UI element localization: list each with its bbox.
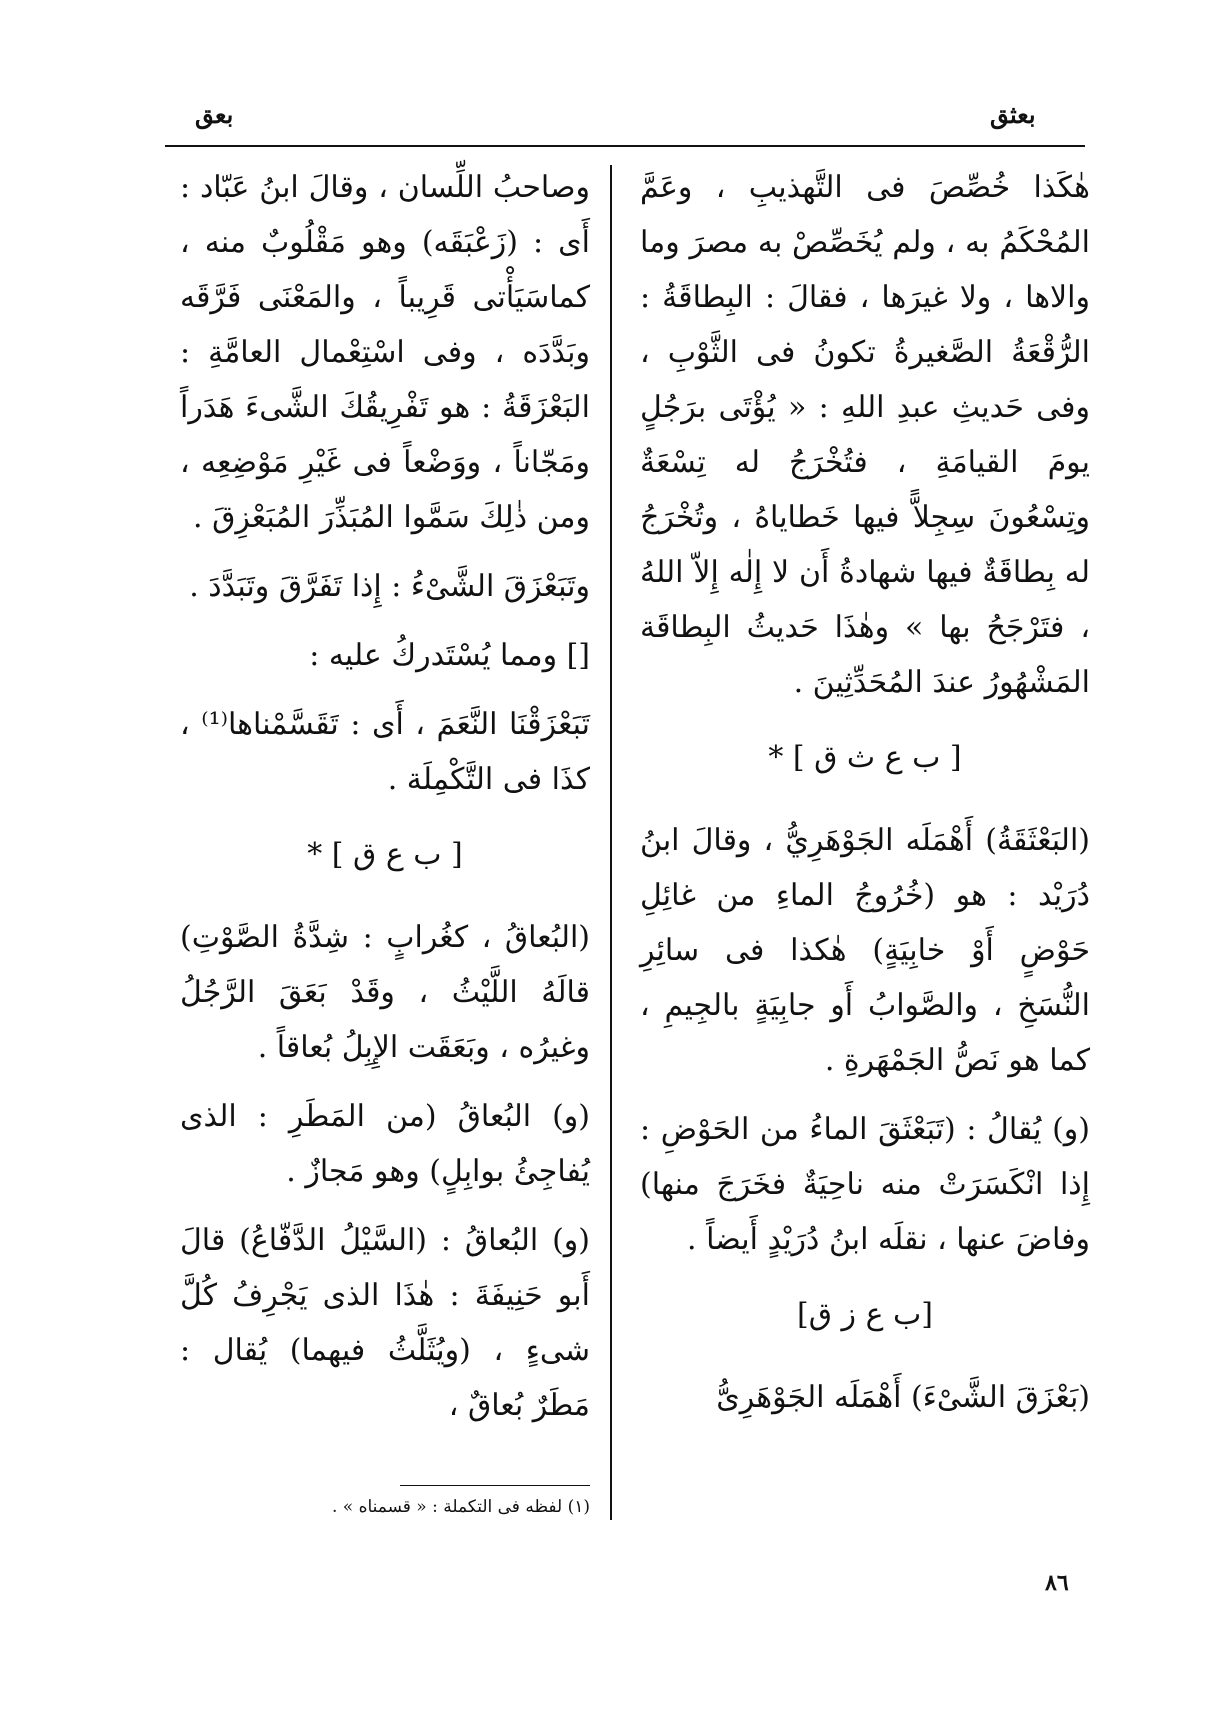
paragraph: (بَعْزَقَ الشَّىْءَ) أَهْمَلَه الجَوْهَرِىُّ (716, 1380, 1090, 1415)
paragraph: هٰكَذا خُصِّصَ فى التَّهذيبِ ، وعَمَّ المُحْكَمُ به ، ولم يُخَصِّصْ به مصرَ وما والاها ، ولا غيرَها ، فقالَ : البِطاقَةُ : الرُّقْعَةُ الصَّغيرةُ تكونُ فى الثَّوْبِ ، وفى حَديثِ عبدِ اللهِ : « يُؤْتَى برَجُلٍ يومَ القيامَةِ ، فتُخْرَجُ له تِسْعَةٌ وتِسْعُونَ سِجِلاًّ فيها خَطاياهُ ، وتُخْرَجُ له بِطاقَةٌ فيها شهادةُ أَن لا إِلٰه إِلاّ اللهُ ، فتَرْجَحُ بها » وهٰذَا حَديثُ البِطاقَة المَشْهُورُ عندَ المُحَدِّثِينَ . (640, 170, 1090, 700)
entry-heading: [ ب ع ق ] * (307, 837, 463, 872)
paragraph: تَبَعْزَقْنَا النَّعَمَ ، أَى : تَقَسَّمْناها⁽¹⁾ ، كذَا فى التَّكْمِلَة . (180, 707, 590, 797)
column-divider (610, 165, 612, 1520)
right-column (640, 160, 1090, 1439)
paragraph: [] ومما يُسْتَدركُ عليه : (309, 638, 590, 673)
paragraph: (و) يُقالُ : (تَبَعْثَقَ الماءُ من الحَوْضِ : إِذا انْكَسَرَتْ منه ناحِيَةٌ فخَرَجَ منها) وفاضَ عنها ، نقلَه ابنُ دُرَيْدٍ أَيضاً . (640, 1112, 1090, 1257)
running-head-right: بعثق (990, 100, 1036, 129)
entry-heading: [ب ع ز ق] (797, 1297, 933, 1332)
left-column (180, 160, 590, 1447)
paragraph: (و) البُعاقُ (من المَطَرِ : الذى يُفاجِئُ بوابِلٍ) وهو مَجازٌ . (180, 1099, 590, 1189)
paragraph: وتَبَعْزَقَ الشَّىْءُ : إِذا تَفَرَّقَ وتَبَدَّدَ . (189, 569, 590, 604)
footnote-rule (400, 1485, 590, 1486)
paragraph: (البُعاقُ ، كغُرابٍ : شِدَّةُ الصَّوْتِ) قالَهُ اللَّيْثُ ، وقَدْ بَعَقَ الرَّجُلُ وغيرُه ، وبَعَقَت الإِبِلُ بُعاقاً . (180, 920, 590, 1065)
paragraph: (و) البُعاقُ : (السَّيْلُ الدَّفّاعُ) قالَ أَبو حَنِيفَةَ : هٰذَا الذى يَجْرِفُ كُلَّ شىءٍ ، (ويُثَلَّثُ فيهما) يُقال : مَطَرٌ بُعاقٌ ، (180, 1223, 590, 1423)
running-head-left: بعق (195, 100, 234, 129)
entry-heading: [ ب ع ث ق ] * (768, 740, 962, 775)
paragraph: (البَعْثَقَةُ) أَهْمَلَه الجَوْهَرِيُّ ، وقالَ ابنُ دُرَيْد : هو (خُرُوجُ الماءِ من غائِلِ حَوْضٍ أَوْ خابِيَةٍ) هٰكذا فى سائِرِ النُّسَخِ ، والصَّوابُ أَو جابِيَةٍ بالجِيمِ ، كما هو نَصُّ الجَمْهَرةِ . (640, 823, 1090, 1078)
header-rule (165, 145, 1085, 147)
paragraph: وصاحبُ اللِّسان ، وقالَ ابنُ عَبّاد : أَى : (زَعْبَقَه) وهو مَقْلُوبٌ منه ، كماسَيَأْتى قَرِيباً ، والمَعْنَى فَرَّقَه وبَدَّدَه ، وفى اسْتِعْمال العامَّةِ : البَعْزَقَةُ : هو تَفْرِيقُكَ الشَّىءَ هَدَراً ومَجّاناً ، ووَضْعاً فى غَيْرِ مَوْضِعِه ، ومن ذٰلِكَ سَمَّوا المُبَذِّرَ المُبَعْزِقَ . (180, 170, 590, 535)
page-number: ٨٦ (1045, 1570, 1069, 1596)
footnote: (١) لفظه فى التكملة : « قسمناه » . (331, 1497, 590, 1517)
